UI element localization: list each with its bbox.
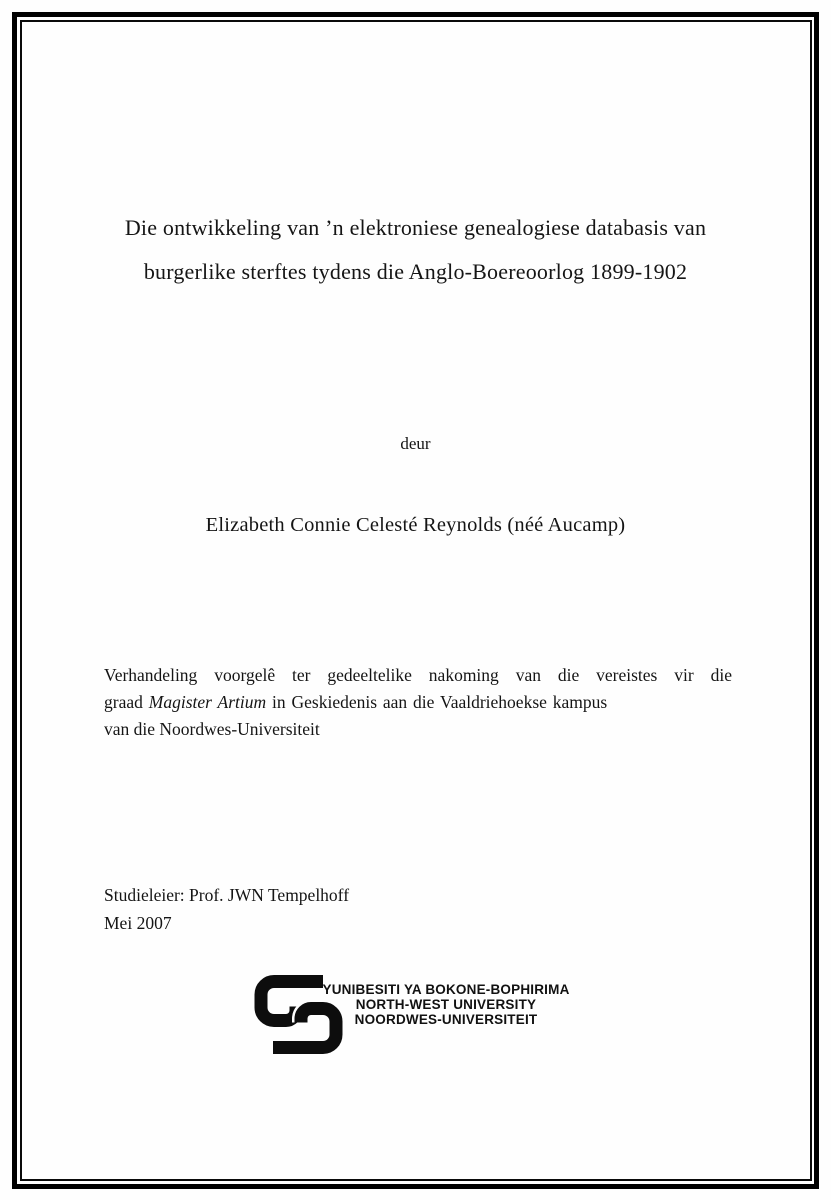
degree-name: Magister Artium (148, 692, 267, 712)
thesis-title (76, 206, 756, 294)
submission-line2-suffix: in Geskiedenis aan die Vaaldriehoekse kampus (266, 692, 608, 712)
supervisor-block (104, 882, 349, 937)
university-logo-text (318, 983, 574, 1027)
submission-line1: Verhandeling voorgelê ter gedeeltelike nakoming van die vereistes vir die (104, 665, 732, 685)
submission-line3: van die Noordwes-Universiteit (104, 719, 320, 739)
supervisor-line: Studieleier: Prof. JWN Tempelhoff (104, 885, 350, 905)
logo-line-english: NORTH-WEST UNIVERSITY (355, 996, 537, 1012)
logo-line-afrikaans: NOORDWES-UNIVERSITEIT (354, 1011, 538, 1027)
university-logo (253, 971, 583, 1061)
submission-line2-prefix: graad (104, 692, 149, 712)
thesis-title-line2: burgerlike sterftes tydens die Anglo-Boereoorlog 1899-1902 (143, 259, 688, 284)
thesis-title-line1: Die ontwikkeling van ’n elektroniese genealogiese databasis van (124, 215, 707, 240)
byline-label: deur (400, 434, 431, 453)
submission-line2 (104, 689, 732, 716)
logo-line-setswana: YUNIBESITI YA BOKONE-BOPHIRIMA (322, 982, 570, 997)
date-line: Mei 2007 (104, 912, 172, 933)
author-name: Elizabeth Connie Celesté Reynolds (néé Aucamp) (205, 514, 626, 536)
submission-statement (104, 662, 732, 743)
